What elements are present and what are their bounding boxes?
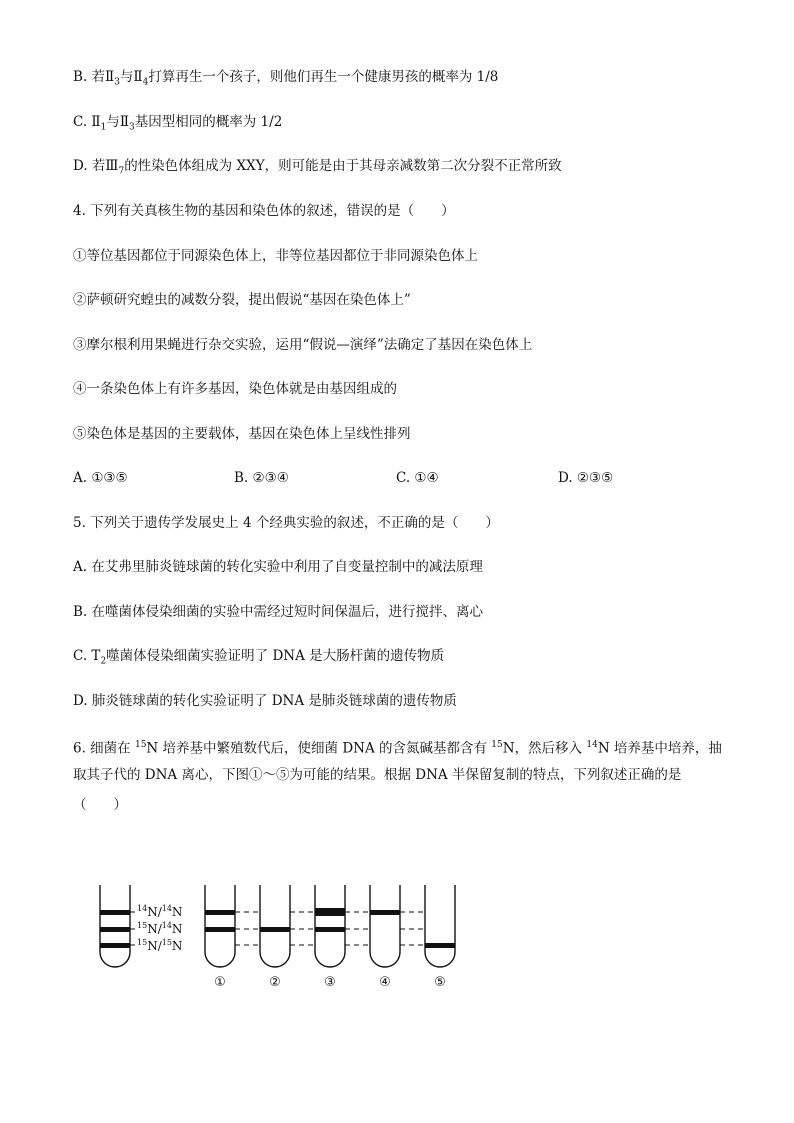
q6-stem-line-1: 6. 细菌在 $^{15}$N 培养基中繁殖数代后，使细菌 DNA 的含氮碱基都含有 $^{15}$N，然后移入 $^{14}$N 培养基中培养，抽 bbox=[73, 740, 722, 757]
q5-option-c: C. $T_2$噬菌体侵染细菌实验证明了 DNA 是大肠杆菌的遗传物质 bbox=[73, 648, 445, 667]
q6-stem-line-2: 取其子代的 DNA 离心，下图①～⑤为可能的结果。根据 DNA 半保留复制的特点，下列叙述正确的是 bbox=[73, 767, 682, 783]
q4-option-d: D. ②③⑤ bbox=[558, 470, 614, 486]
tube-1-band-mid bbox=[205, 927, 235, 932]
tube-3 bbox=[315, 885, 345, 967]
dna-centrifuge-figure bbox=[95, 880, 465, 1000]
tube-label-1: ① bbox=[214, 975, 226, 990]
tube-5-band-bottom bbox=[425, 943, 455, 948]
q4-statement-2: ②萨顿研究蝗虫的减数分裂，提出假说“基因在染色体上” bbox=[73, 292, 411, 308]
q5-option-d: D. 肺炎链球菌的转化实验证明了 DNA 是肺炎链球菌的遗传物质 bbox=[73, 693, 457, 709]
ref-label-14n-14n: $^{14}$N/$^{14}$N bbox=[137, 904, 183, 919]
q3-option-b: B. 若$Ⅱ_3$与$Ⅱ_4$打算再生一个孩子，则他们再生一个健康男孩的概率为 1/8 bbox=[73, 69, 499, 88]
tube-label-4: ④ bbox=[379, 975, 391, 990]
tube-1 bbox=[205, 885, 235, 967]
ref-label-15n-14n: $^{15}$N/$^{14}$N bbox=[137, 921, 183, 936]
q4-statement-4: ④一条染色体上有许多基因，染色体就是由基因组成的 bbox=[73, 381, 397, 397]
q4-option-a: A. ①③⑤ bbox=[73, 470, 128, 486]
tube-2-band-mid bbox=[260, 927, 290, 932]
q5-option-b: B. 在噬菌体侵染细菌的实验中需经过短时间保温后，进行搅拌、离心 bbox=[73, 604, 484, 620]
q5-option-a: A. 在艾弗里肺炎链球菌的转化实验中利用了自变量控制中的减法原理 bbox=[73, 559, 483, 575]
tube-label-3: ③ bbox=[324, 975, 336, 990]
q4-option-c: C. ①④ bbox=[396, 470, 439, 486]
q6-stem-line-3: （ ） bbox=[73, 797, 127, 813]
q4-option-b: B. ②③④ bbox=[234, 470, 289, 486]
ref-band-14n-14n bbox=[100, 910, 130, 915]
tube-label-2: ② bbox=[269, 975, 281, 990]
tube-3-band-mid bbox=[315, 927, 345, 932]
reference-tube bbox=[100, 885, 130, 967]
q5-stem: 5. 下列关于遗传学发展史上 4 个经典实验的叙述，不正确的是（ ） bbox=[73, 515, 499, 531]
ref-band-15n-15n bbox=[100, 943, 130, 948]
ref-label-15n-15n: $^{15}$N/$^{15}$N bbox=[137, 938, 183, 953]
tube-2 bbox=[260, 885, 290, 967]
q3-option-d: D. 若$Ⅲ_7$的性染色体组成为 XXY，则可能是由于其母亲减数第二次分裂不正常所致 bbox=[73, 158, 562, 177]
tube-5 bbox=[425, 885, 455, 967]
tube-4-band-top bbox=[370, 910, 400, 915]
q4-statement-3: ③摩尔根利用果蝇进行杂交实验，运用“假说—演绎”法确定了基因在染色体上 bbox=[73, 337, 533, 353]
ref-band-15n-14n bbox=[100, 927, 130, 932]
tube-1-band-top bbox=[205, 910, 235, 915]
tube-label-5: ⑤ bbox=[434, 975, 446, 990]
q4-statement-5: ⑤染色体是基因的主要载体，基因在染色体上呈线性排列 bbox=[73, 426, 411, 442]
q3-option-c: C. $Ⅱ_1$与$Ⅱ_3$基因型相同的概率为 1/2 bbox=[73, 114, 283, 133]
q4-stem: 4. 下列有关真核生物的基因和染色体的叙述，错误的是（ ） bbox=[73, 203, 455, 219]
q4-statement-1: ①等位基因都位于同源染色体上，非等位基因都位于非同源染色体上 bbox=[73, 248, 478, 264]
tube-4 bbox=[370, 885, 400, 967]
tube-3-band-top bbox=[315, 908, 345, 916]
